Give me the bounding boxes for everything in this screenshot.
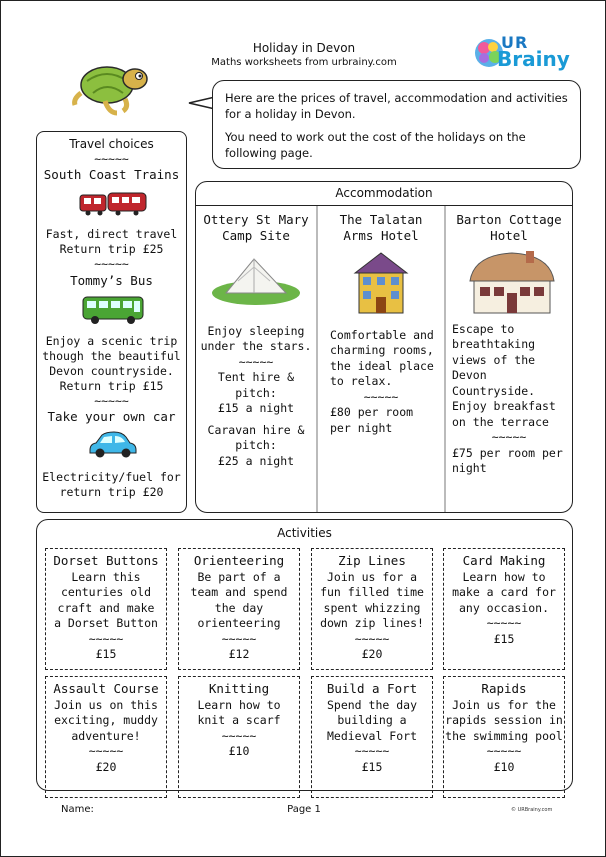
activity-desc-line: a Dorset Button (54, 616, 158, 630)
hotel-desc-1: Comfortable and (330, 327, 434, 342)
intro-text-2: You need to work out the cost of the holidays on the following page. (225, 130, 526, 160)
activity-desc-line: spent whizzing (323, 600, 421, 615)
activity-price: £10 (493, 759, 515, 774)
activity-desc-line: centuries old (60, 585, 151, 599)
activity-title: Build a Fort (326, 681, 418, 696)
accommodation-panel (195, 181, 573, 513)
activity-desc-line: team and spend (190, 585, 288, 599)
activity-desc-line: Join us for the (452, 697, 556, 712)
train-icon (78, 189, 148, 217)
activity-card (178, 548, 300, 670)
copyright-text: © URBrainy.com (511, 807, 553, 813)
activity-desc-line: craft and make (57, 600, 155, 615)
train-name: South Coast Trains (43, 167, 180, 182)
activities-panel (36, 519, 573, 791)
travel-choices-panel (36, 131, 187, 513)
activity-card (443, 548, 565, 670)
activity-price: £20 (361, 647, 383, 661)
activity-card (311, 548, 433, 670)
hotel-name-1: The Talatan (339, 212, 423, 227)
activity-desc-line: fun filled time (320, 585, 424, 599)
caravan-label-2: pitch: (235, 438, 277, 452)
activity-desc-line: Learn how to (462, 569, 546, 584)
bus-desc-2: though the beautiful (42, 349, 181, 363)
thatched-cottage-icon (468, 251, 556, 315)
intro-speech-bubble (212, 80, 581, 169)
separator: ~~~~~ (94, 152, 129, 166)
bus-price: Return trip £15 (59, 379, 164, 393)
logo-ur-text: UR (501, 33, 529, 52)
hotel-desc-3: the ideal place (330, 358, 434, 373)
separator: ~~~~~ (354, 631, 390, 646)
activity-card (45, 676, 167, 798)
separator: ~~~~~ (486, 744, 522, 758)
activity-price: £15 (493, 631, 515, 646)
name-label: Name: (61, 804, 94, 815)
train-price: Return trip £25 (59, 242, 164, 256)
activity-desc-line: Join us for a (326, 569, 417, 584)
activity-title: Dorset Buttons (53, 553, 159, 568)
separator: ~~~~~ (491, 430, 527, 444)
separator: ~~~~~ (238, 354, 274, 369)
tent-label-1: Tent hire & (217, 370, 295, 384)
activity-desc-line: adventure! (71, 728, 141, 743)
activity-title: Knitting (208, 681, 270, 696)
car-desc-1: Electricity/fuel for (42, 470, 181, 484)
barton-cottage-column (446, 206, 572, 512)
activity-desc-line: orienteering (197, 616, 281, 630)
activity-price: £12 (228, 647, 250, 661)
cottage-desc-5: Countryside. (452, 383, 536, 398)
separator: ~~~~~ (363, 389, 399, 404)
tent-label-2: pitch: (235, 385, 277, 400)
separator: ~~~~~ (486, 616, 522, 630)
page-number: Page 1 (287, 804, 321, 815)
cottage-desc-4: Devon (452, 368, 487, 382)
cottage-price-2: night (452, 461, 487, 475)
accommodation-heading: Accommodation (196, 182, 572, 206)
activity-price: £20 (95, 759, 117, 774)
train-desc-1: Fast, direct travel (45, 227, 178, 241)
activity-title: Card Making (462, 553, 546, 568)
activity-desc-line: Be part of a (197, 569, 281, 584)
activities-heading: Activities (277, 526, 332, 540)
hotel-desc-2: charming rooms, (330, 343, 434, 357)
activity-price: £10 (228, 744, 250, 758)
separator: ~~~~~ (88, 631, 124, 646)
activity-price: £15 (95, 647, 117, 661)
travel-heading: Travel choices (69, 137, 154, 151)
hotel-desc-4: to relax. (330, 374, 393, 388)
cottage-desc-3: views of the (452, 352, 536, 367)
urbrainy-logo (471, 33, 571, 73)
cottage-desc-6: Enjoy breakfast (452, 399, 556, 413)
hotel-price-2: per night (330, 420, 393, 435)
activity-desc-line: Medieval Fort (326, 728, 417, 743)
car-price: return trip £20 (59, 485, 164, 499)
turtle-mascot-icon (65, 59, 195, 119)
activity-card (311, 676, 433, 798)
camp-name-2: Camp Site (222, 227, 290, 243)
activity-desc-line: Join us on this (54, 697, 158, 712)
separator: ~~~~~ (221, 631, 257, 646)
car-name: Take your own car (47, 409, 176, 424)
cottage-desc-7: on the terrace (452, 414, 549, 429)
separator: ~~~~~ (94, 257, 129, 271)
activity-desc-line: knit a scarf (197, 713, 281, 727)
activity-title: Orienteering (193, 553, 285, 568)
activity-desc-line: the swimming pool (445, 728, 563, 743)
hotel-building-icon (351, 249, 411, 315)
caravan-label-1: Caravan hire & (207, 422, 305, 437)
talatan-hotel-column (318, 206, 444, 512)
bus-name: Tommy’s Bus (70, 273, 153, 288)
caravan-price: £25 a night (217, 453, 295, 468)
bus-icon (81, 294, 145, 326)
logo-brainy-text: Brainy (497, 47, 570, 71)
activity-card (443, 676, 565, 798)
activity-title: Assault Course (53, 681, 159, 696)
camp-name-1: Ottery St Mary (203, 212, 309, 227)
intro-text-1: Here are the prices of travel, accommodation and activities for a holiday in Devon. (225, 91, 568, 121)
activity-desc-line: Learn this (71, 569, 141, 584)
activity-desc-line: down zip lines! (320, 616, 424, 630)
activity-title: Rapids (481, 681, 527, 696)
cottage-desc-1: Escape to (452, 321, 515, 336)
separator: ~~~~~ (94, 394, 129, 408)
tent-icon (208, 249, 304, 307)
camp-site-column (196, 206, 316, 512)
worksheet-subtitle: Maths worksheets from urbrainy.com (211, 57, 397, 68)
activity-price: £15 (361, 759, 383, 774)
hotel-name-2: Arms Hotel (343, 227, 419, 243)
camp-desc-1: Enjoy sleeping (207, 323, 305, 338)
activity-desc-line: building a (337, 713, 407, 727)
activity-card (178, 676, 300, 798)
car-icon (86, 430, 140, 460)
activity-desc-line: exciting, muddy (54, 713, 158, 727)
activity-desc-line: Learn how to (197, 697, 281, 712)
activity-desc-line: any occasion. (458, 600, 549, 615)
activity-desc-line: the day (214, 600, 264, 615)
cottage-desc-2: breathtaking (452, 337, 536, 351)
worksheet-title: Holiday in Devon (252, 41, 356, 55)
camp-desc-2: under the stars. (200, 339, 312, 353)
cottage-name-2: Hotel (490, 227, 528, 243)
activity-title: Zip Lines (338, 553, 406, 568)
separator: ~~~~~ (354, 744, 390, 758)
hotel-price-1: £80 per room (330, 405, 414, 419)
activity-card (45, 548, 167, 670)
activity-desc-line: Spend the day (326, 697, 417, 712)
cottage-name-1: Barton Cottage (456, 212, 562, 227)
cottage-price-1: £75 per room per (452, 445, 563, 460)
activity-desc-line: rapids session in (445, 713, 563, 727)
separator: ~~~~~ (221, 728, 257, 743)
bus-desc-1: Enjoy a scenic trip (45, 334, 178, 348)
bus-desc-3: Devon countryside. (49, 364, 174, 378)
separator: ~~~~~ (88, 744, 124, 758)
activity-desc-line: make a card for (452, 585, 556, 599)
tent-price: £15 a night (217, 401, 295, 415)
